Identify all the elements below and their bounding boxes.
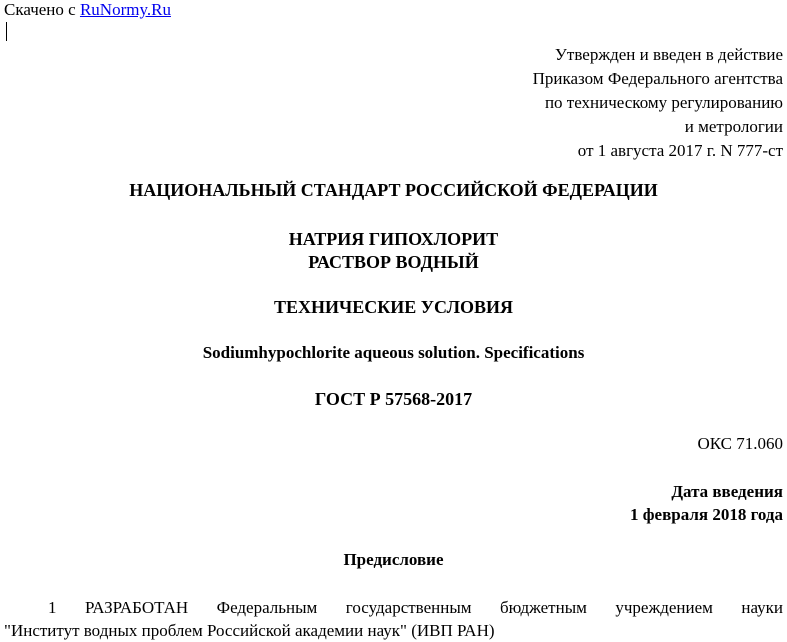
paragraph-1-line-1: 1 РАЗРАБОТАН Федеральным государственным бюджетным учреждением науки bbox=[48, 598, 783, 617]
approval-block bbox=[533, 43, 783, 163]
paragraph-1 bbox=[4, 596, 783, 642]
approval-line-1: Утвержден и введен в действие bbox=[554, 45, 783, 64]
approval-line-4: и метрологии bbox=[684, 117, 783, 136]
runormy-link[interactable]: RuNormy.Ru bbox=[79, 0, 171, 19]
preface-heading: Предисловие bbox=[343, 550, 444, 569]
paragraph-1-line-2: "Институт водных проблем Российской академии наук" (ИВП РАН) bbox=[4, 621, 495, 640]
source-prefix: Скачено с bbox=[4, 0, 80, 19]
oks-code: ОКС 71.060 bbox=[697, 434, 783, 453]
approval-line-2: Приказом Федерального агентства bbox=[532, 69, 783, 88]
english-title: Sodiumhypochlorite aqueous solution. Specifications bbox=[202, 343, 585, 362]
source-line bbox=[4, 0, 171, 20]
standard-heading: НАЦИОНАЛЬНЫЙ СТАНДАРТ РОССИЙСКОЙ ФЕДЕРАЦИИ bbox=[129, 180, 658, 200]
approval-line-3: по техническому регулированию bbox=[544, 93, 783, 112]
conditions-heading: ТЕХНИЧЕСКИЕ УСЛОВИЯ bbox=[274, 297, 513, 317]
title-line-1: НАТРИЯ ГИПОХЛОРИТ bbox=[288, 229, 499, 249]
gost-number: ГОСТ Р 57568-2017 bbox=[314, 389, 473, 409]
text-cursor bbox=[6, 22, 7, 41]
intro-date-value: 1 февраля 2018 года bbox=[630, 505, 783, 524]
approval-line-5: от 1 августа 2017 г. N 777-ст bbox=[577, 141, 783, 160]
intro-date-label: Дата введения bbox=[671, 482, 783, 501]
title-line-2: РАСТВОР ВОДНЫЙ bbox=[308, 252, 479, 272]
